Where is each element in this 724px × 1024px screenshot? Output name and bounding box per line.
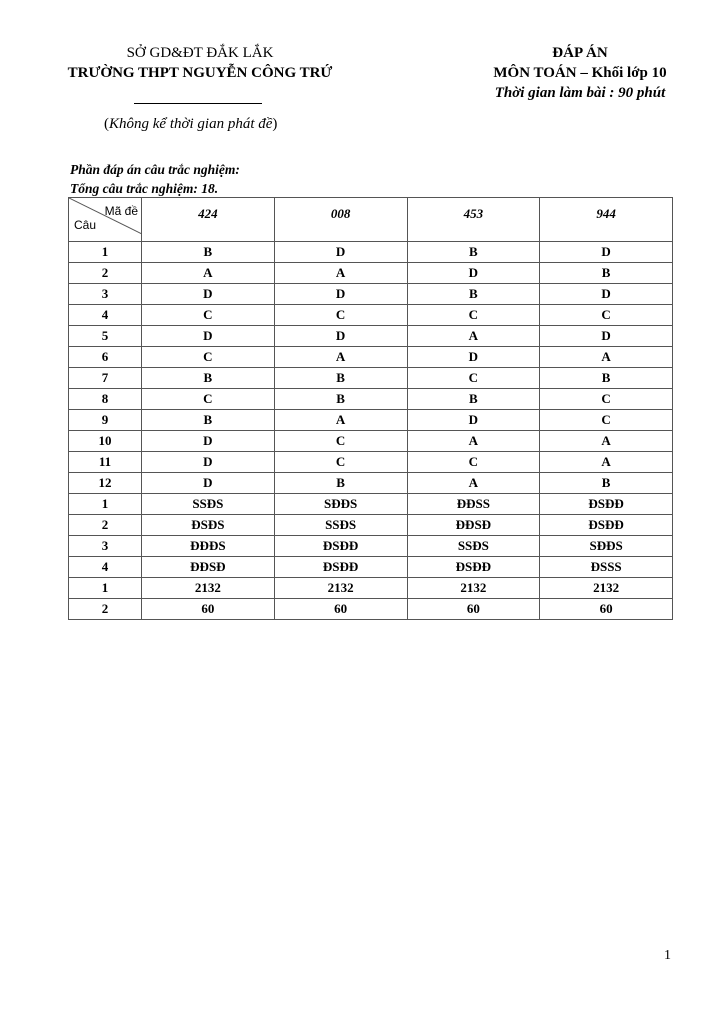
answer-cell: ĐSĐĐ [540, 515, 673, 536]
answer-cell: ĐĐSS [407, 494, 540, 515]
corner-cell [69, 198, 142, 242]
question-number: 4 [69, 557, 142, 578]
table-row [69, 431, 673, 452]
answer-cell: 60 [407, 599, 540, 620]
question-number: 8 [69, 389, 142, 410]
table-row [69, 410, 673, 431]
answer-cell: ĐĐSĐ [407, 515, 540, 536]
answer-cell: SSĐS [407, 536, 540, 557]
answer-cell: D [407, 347, 540, 368]
table-row [69, 515, 673, 536]
answer-cell: C [407, 368, 540, 389]
answer-cell: D [274, 242, 407, 263]
question-number: 4 [69, 305, 142, 326]
header-right [430, 43, 724, 103]
answer-cell: A [540, 431, 673, 452]
answer-cell: A [142, 263, 275, 284]
answer-cell: C [274, 431, 407, 452]
answer-cell: 60 [274, 599, 407, 620]
question-number: 1 [69, 494, 142, 515]
table-row [69, 326, 673, 347]
answer-cell: B [407, 389, 540, 410]
answer-cell: A [274, 347, 407, 368]
table-row [69, 578, 673, 599]
time-note-text: Không kể thời gian phát đề [109, 116, 273, 132]
answer-cell: A [274, 263, 407, 284]
answer-cell: 60 [540, 599, 673, 620]
subject-line: MÔN TOÁN – Khối lớp 10 [493, 65, 667, 81]
code-header: 008 [274, 198, 407, 242]
answer-cell: D [142, 284, 275, 305]
answer-cell: B [540, 473, 673, 494]
question-number: 2 [69, 515, 142, 536]
answer-cell: ĐSĐĐ [274, 536, 407, 557]
answer-cell: D [540, 242, 673, 263]
answer-cell: C [142, 347, 275, 368]
answer-cell: B [540, 368, 673, 389]
question-number: 1 [69, 242, 142, 263]
answer-cell: D [274, 326, 407, 347]
table-body [69, 242, 673, 620]
answer-table [68, 197, 673, 620]
time-note [104, 116, 277, 133]
answer-cell: D [142, 431, 275, 452]
answer-cell: A [540, 347, 673, 368]
answer-cell: ĐSSS [540, 557, 673, 578]
answer-cell: C [540, 410, 673, 431]
answer-cell: ĐĐSĐ [142, 557, 275, 578]
duration-line: Thời gian làm bài : 90 phút [494, 85, 666, 101]
question-number: 12 [69, 473, 142, 494]
answer-cell: SSĐS [274, 515, 407, 536]
code-header: 424 [142, 198, 275, 242]
question-number: 7 [69, 368, 142, 389]
question-number: 6 [69, 347, 142, 368]
answer-cell: ĐSĐS [142, 515, 275, 536]
code-header: 453 [407, 198, 540, 242]
section-title: Phần đáp án câu trắc nghiệm: [70, 162, 240, 177]
answer-cell: D [540, 326, 673, 347]
answer-cell: 2132 [540, 578, 673, 599]
table-row [69, 263, 673, 284]
table-row [69, 494, 673, 515]
answer-cell: D [142, 452, 275, 473]
answer-cell: D [540, 284, 673, 305]
answer-cell: ĐSĐĐ [407, 557, 540, 578]
table-row [69, 284, 673, 305]
answer-cell: B [142, 368, 275, 389]
answer-cell: C [142, 305, 275, 326]
answer-cell: B [274, 473, 407, 494]
answer-cell: A [407, 473, 540, 494]
header-left [40, 43, 360, 83]
school-name: TRƯỜNG THPT NGUYỄN CÔNG TRỨ [67, 65, 333, 81]
answer-cell: C [274, 452, 407, 473]
answer-cell: D [407, 410, 540, 431]
answer-cell: B [274, 368, 407, 389]
answer-cell: C [540, 305, 673, 326]
question-number: 5 [69, 326, 142, 347]
answer-cell: D [142, 326, 275, 347]
table-row [69, 389, 673, 410]
answer-cell: SĐĐS [540, 536, 673, 557]
question-number: 2 [69, 263, 142, 284]
corner-question-label: Câu [74, 218, 97, 232]
answer-cell: A [407, 431, 540, 452]
answer-cell: SSĐS [142, 494, 275, 515]
table-header-row [69, 198, 673, 242]
answer-cell: B [274, 389, 407, 410]
answer-cell: B [142, 242, 275, 263]
table-row [69, 368, 673, 389]
answer-cell: D [407, 263, 540, 284]
answer-cell: C [540, 389, 673, 410]
answer-cell: D [274, 284, 407, 305]
table-row [69, 452, 673, 473]
doc-title: ĐÁP ÁN [552, 45, 608, 61]
answer-cell: 2132 [142, 578, 275, 599]
code-header: 944 [540, 198, 673, 242]
answer-cell: A [274, 410, 407, 431]
question-number: 3 [69, 536, 142, 557]
answer-cell: ĐĐĐS [142, 536, 275, 557]
time-note-close: ) [272, 116, 278, 132]
table-row [69, 242, 673, 263]
answer-cell: ĐSĐĐ [540, 494, 673, 515]
question-number: 2 [69, 599, 142, 620]
time-note-open: ( [104, 116, 109, 132]
question-number: 11 [69, 452, 142, 473]
table-row [69, 536, 673, 557]
answer-cell: 60 [142, 599, 275, 620]
answer-cell: ĐSĐĐ [274, 557, 407, 578]
answer-cell: C [407, 452, 540, 473]
answer-cell: B [540, 263, 673, 284]
question-number: 1 [69, 578, 142, 599]
page-number: 1 [664, 948, 671, 963]
section-total: Tổng câu trắc nghiệm: 18. [70, 181, 219, 196]
table-row [69, 557, 673, 578]
answer-cell: B [407, 242, 540, 263]
question-number: 10 [69, 431, 142, 452]
header-divider [134, 103, 262, 104]
table-row [69, 473, 673, 494]
answer-cell: C [274, 305, 407, 326]
question-number: 9 [69, 410, 142, 431]
answer-cell: C [142, 389, 275, 410]
answer-cell: C [407, 305, 540, 326]
table-row [69, 305, 673, 326]
answer-cell: B [407, 284, 540, 305]
answer-cell: A [540, 452, 673, 473]
answer-cell: A [407, 326, 540, 347]
answer-cell: D [142, 473, 275, 494]
answer-cell: B [142, 410, 275, 431]
answer-cell: SĐĐS [274, 494, 407, 515]
answer-cell: 2132 [407, 578, 540, 599]
table-row [69, 599, 673, 620]
question-number: 3 [69, 284, 142, 305]
answer-cell: 2132 [274, 578, 407, 599]
department-name: SỞ GD&ĐT ĐẮK LẮK [126, 45, 274, 61]
corner-code-label: Mã đề [104, 204, 138, 218]
table-row [69, 347, 673, 368]
